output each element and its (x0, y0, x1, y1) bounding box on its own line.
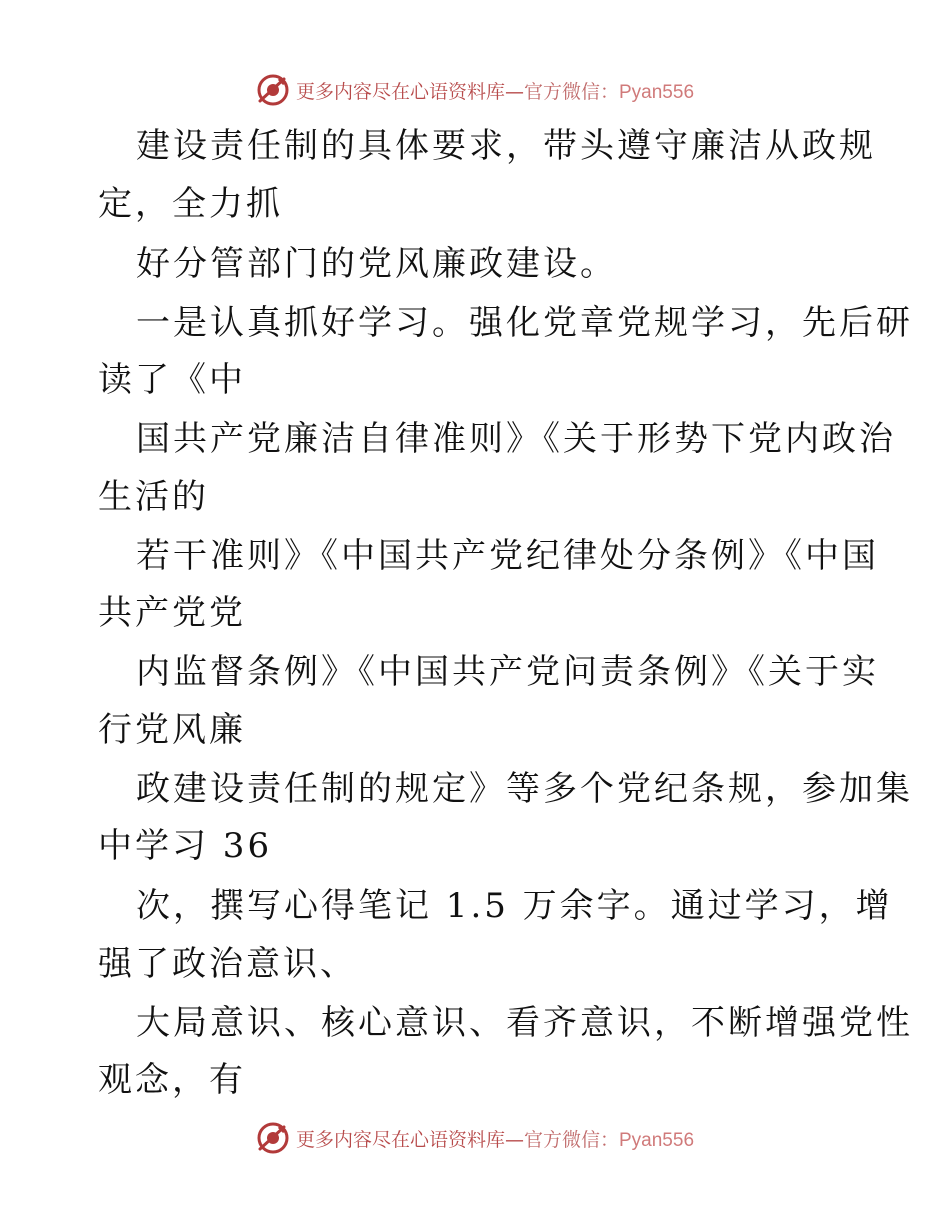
body-line: 国共产党廉洁自律准则》《关于形势下党内政治 (136, 419, 896, 459)
body-line: 次，撰写心得笔记 1.5 万余字。通过学习，增 (136, 886, 893, 926)
body-line: 中学习 36 (98, 826, 273, 866)
header-wechat-label: 官方微信： (523, 80, 619, 103)
body-line: 读了《中 (98, 360, 246, 400)
body-line: 观念，有 (98, 1060, 246, 1100)
body-line: 生活的 (98, 477, 209, 517)
body-line: 强了政治意识、 (98, 944, 357, 984)
body-line: 一是认真抓好学习。强化党章党规学习，先后研 (136, 303, 913, 343)
body-line: 共产党党 (98, 593, 246, 633)
body-line: 政建设责任制的规定》等多个党纪条规，参加集 (136, 769, 913, 809)
body-line: 行党风廉 (98, 710, 246, 750)
body-line: 定，全力抓 (98, 184, 283, 224)
body-line: 建设责任制的具体要求，带头遵守廉洁从政规 (136, 126, 876, 166)
body-line: 好分管部门的党风廉政建设。 (136, 244, 617, 284)
body-line: 大局意识、核心意识、看齐意识，不断增强党性 (136, 1003, 913, 1043)
footer-banner-text (296, 1125, 694, 1152)
header-wechat-id: Pyan556 (619, 81, 695, 103)
footer-banner (0, 1118, 950, 1158)
logo-icon (256, 1121, 290, 1155)
header-title: 更多内容尽在心语资料库 (295, 80, 505, 103)
body-line: 内监督条例》《中国共产党问责条例》《关于实 (136, 652, 879, 692)
footer-title: 更多内容尽在心语资料库 (295, 1128, 505, 1151)
body-line: 若干准则》《中国共产党纪律处分条例》《中国 (136, 536, 879, 576)
footer-wechat-label: 官方微信： (523, 1128, 619, 1151)
footer-dash: — (504, 1128, 524, 1151)
footer-wechat-id: Pyan556 (619, 1129, 695, 1151)
header-dash: — (504, 80, 524, 103)
